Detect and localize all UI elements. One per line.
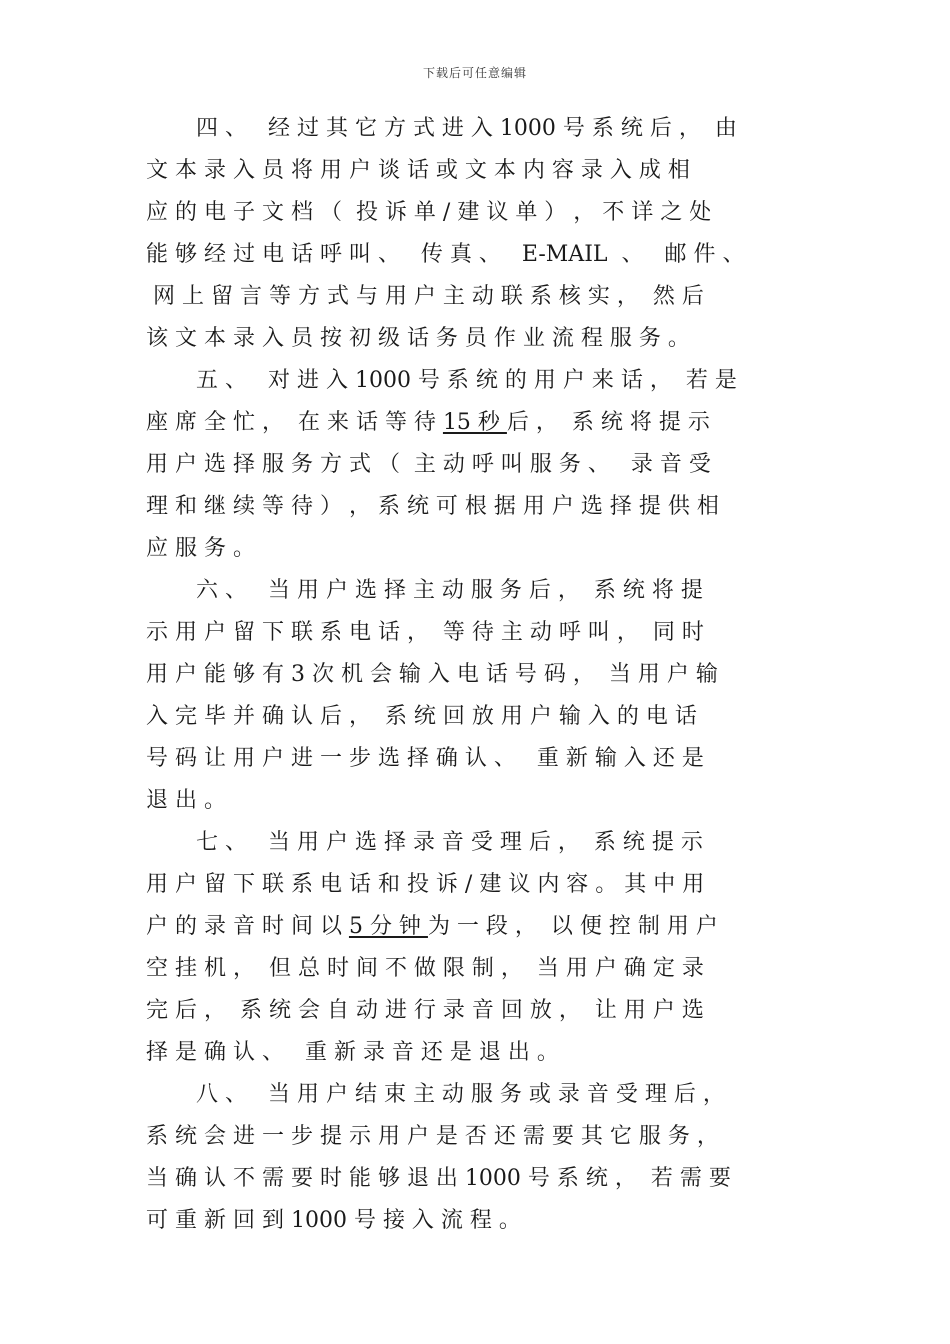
text-segment: 七 、 当 用 户 选 择 录 音 受 理 后 ， 系 统 提 示 bbox=[196, 830, 703, 855]
text-segment: 可 重 新 回 到 1000 号 接 入 流 程 。 bbox=[146, 1208, 521, 1233]
paragraph-6-line-2 bbox=[146, 612, 704, 654]
text-segment: 四 、 经 过 其 它 方 式 进 入 1000 号 系 统 后 ， 由 bbox=[196, 116, 737, 141]
underlined-record-duration: 5 分 钟 bbox=[348, 914, 428, 939]
text-segment: 用 户 选 择 服 务 方 式 （ 主 动 呼 叫 服 务 、 录 音 受 bbox=[146, 452, 711, 477]
paragraph-7-line-2 bbox=[146, 864, 704, 906]
text-segment: 用 户 能 够 有 3 次 机 会 输 入 电 话 号 码 ， 当 用 户 输 bbox=[146, 662, 718, 687]
page-header-note: 下载后可任意编辑 bbox=[422, 66, 527, 80]
text-segment: 空 挂 机 ， 但 总 时 间 不 做 限 制 ， 当 用 户 确 定 录 bbox=[146, 956, 704, 981]
paragraph-4-line-4 bbox=[146, 234, 744, 276]
paragraph-6-line-3 bbox=[146, 654, 718, 696]
text-segment: 号 码 让 用 户 进 一 步 选 择 确 认 、 重 新 输 入 还 是 bbox=[146, 746, 704, 771]
text-segment: 八 、 当 用 户 结 束 主 动 服 务 或 录 音 受 理 后 ， bbox=[196, 1082, 725, 1107]
paragraph-8-line-3 bbox=[146, 1158, 731, 1200]
paragraph-6-line-5 bbox=[146, 738, 704, 780]
paragraph-8-line-2 bbox=[146, 1116, 719, 1158]
text-segment: 为 一 段 ， 以 便 控 制 用 户 bbox=[427, 914, 718, 939]
paragraph-5-line-1 bbox=[196, 360, 737, 402]
paragraph-6-line-6 bbox=[146, 780, 226, 822]
paragraph-5-line-2 bbox=[146, 402, 710, 444]
text-segment: 示 用 户 留 下 联 系 电 话 ， 等 待 主 动 呼 叫 ， 同 时 bbox=[146, 620, 704, 645]
paragraph-5-line-3 bbox=[146, 444, 711, 486]
text-segment: 六 、 当 用 户 选 择 主 动 服 务 后 ， 系 统 将 提 bbox=[196, 578, 703, 603]
text-segment: 该 文 本 录 入 员 按 初 级 话 务 员 作 业 流 程 服 务 。 bbox=[146, 326, 690, 351]
paragraph-4-line-2 bbox=[146, 150, 690, 192]
text-segment: 用 户 留 下 联 系 电 话 和 投 诉 / 建 议 内 容 。 其 中 用 bbox=[146, 872, 705, 897]
paragraph-8-line-4 bbox=[146, 1200, 521, 1242]
text-segment: 应 服 务 。 bbox=[146, 536, 255, 561]
paragraph-5-line-5 bbox=[146, 528, 255, 570]
text-segment: 入 完 毕 并 确 认 后 ， 系 统 回 放 用 户 输 入 的 电 话 bbox=[146, 704, 697, 729]
paragraph-7-line-5 bbox=[146, 990, 704, 1032]
paragraph-8-line-1 bbox=[196, 1074, 725, 1116]
paragraph-6-line-1 bbox=[196, 570, 703, 612]
paragraph-7-line-1 bbox=[196, 822, 703, 864]
text-segment: 当 确 认 不 需 要 时 能 够 退 出 1000 号 系 统 ， 若 需 要 bbox=[146, 1166, 731, 1191]
text-segment: 择 是 确 认 、 重 新 录 音 还 是 退 出 。 bbox=[146, 1040, 559, 1065]
text-segment: 应 的 电 子 文 档 （ 投 诉 单 / 建 议 单 ） ， 不 详 之 处 bbox=[146, 200, 712, 225]
paragraph-7-line-3 bbox=[146, 906, 718, 948]
paragraph-4-line-3 bbox=[146, 192, 711, 234]
text-segment: 完 后 ， 系 统 会 自 动 进 行 录 音 回 放 ， 让 用 户 选 bbox=[146, 998, 704, 1023]
text-segment: 文 本 录 入 员 将 用 户 谈 话 或 文 本 内 容 录 入 成 相 bbox=[146, 158, 690, 183]
text-segment: 能 够 经 过 电 话 呼 叫 、 传 真 、 E-MAIL 、 邮 件 、 bbox=[146, 242, 745, 267]
paragraph-4-line-6 bbox=[146, 318, 690, 360]
text-segment: 理 和 继 续 等 待 ） ， 系 统 可 根 据 用 户 选 择 提 供 相 bbox=[146, 494, 719, 519]
paragraph-5-line-4 bbox=[146, 486, 719, 528]
paragraph-7-line-6 bbox=[146, 1032, 559, 1074]
paragraph-6-line-4 bbox=[146, 696, 697, 738]
underlined-wait-time: 15 秒 bbox=[442, 410, 507, 435]
text-segment: 五 、 对 进 入 1000 号 系 统 的 用 户 来 话 ， 若 是 bbox=[196, 368, 737, 393]
paragraph-4-line-1 bbox=[196, 108, 737, 150]
text-segment: 网 上 留 言 等 方 式 与 用 户 主 动 联 系 核 实 ， 然 后 bbox=[146, 284, 704, 309]
text-segment: 后 ， 系 统 将 提 示 bbox=[506, 410, 710, 435]
paragraph-4-line-5 bbox=[146, 276, 704, 318]
text-segment: 退 出 。 bbox=[146, 788, 226, 813]
text-segment: 座 席 全 忙 ， 在 来 话 等 待 bbox=[146, 410, 443, 435]
text-segment: 户 的 录 音 时 间 以 bbox=[146, 914, 349, 939]
text-segment: 系 统 会 进 一 步 提 示 用 户 是 否 还 需 要 其 它 服 务 ， bbox=[146, 1124, 719, 1149]
paragraph-7-line-4 bbox=[146, 948, 704, 990]
